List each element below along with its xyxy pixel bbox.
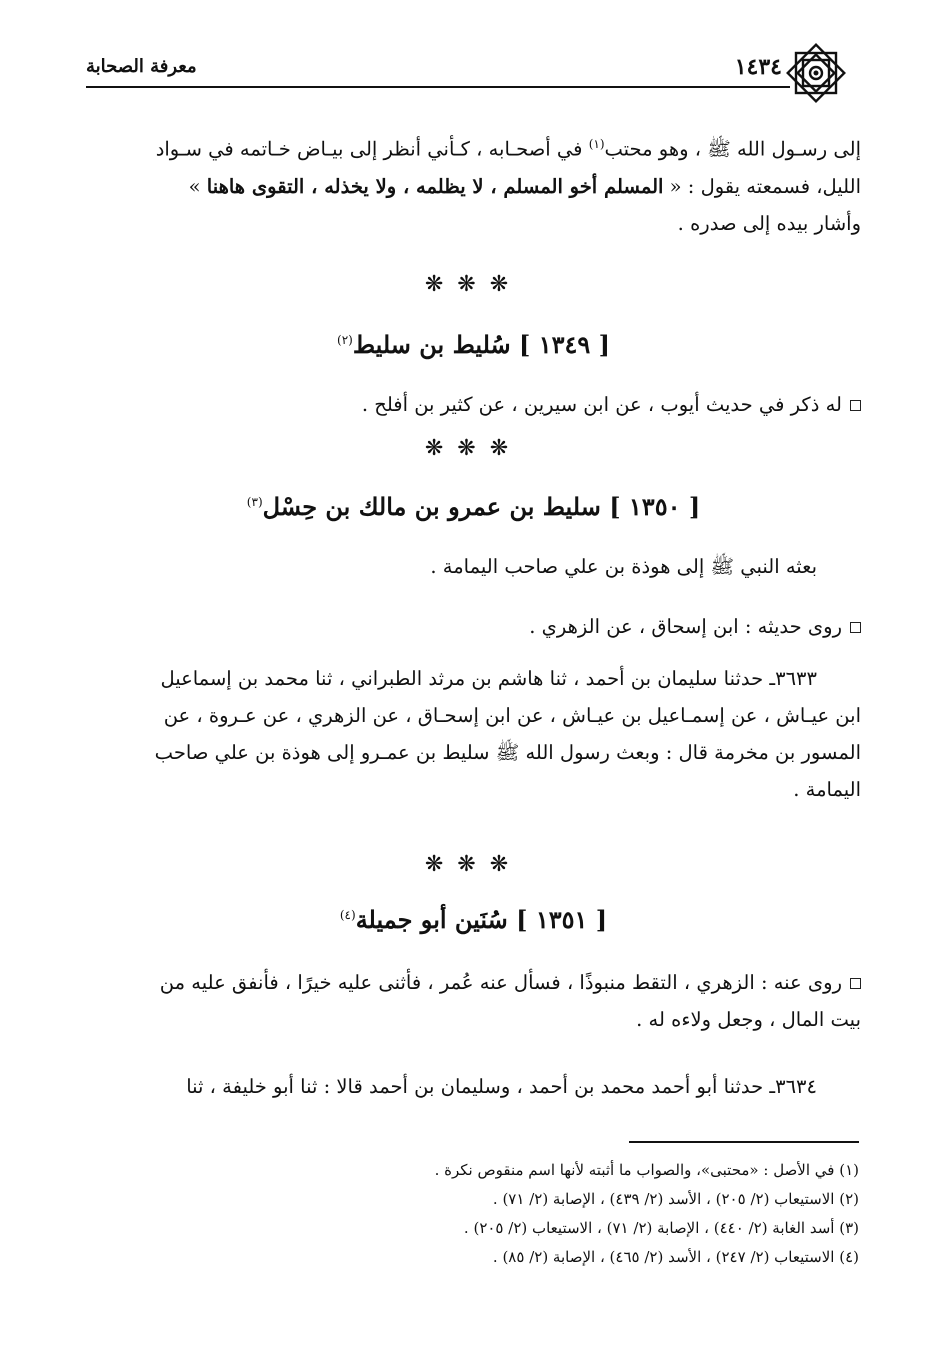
square-bullet-icon: [850, 622, 861, 633]
text-line: ٣٦٣٤ـ حدثنا أبو أحمد محمد بن أحمد ، وسليمان بن أحمد قالا : ثنا أبو خليفة ، ثنا: [186, 1075, 817, 1098]
running-title: معرفة الصحابة: [86, 56, 197, 77]
section-separator: ❋❋❋: [424, 272, 523, 297]
square-bullet-icon: [850, 400, 861, 411]
footnote-1: (١) في الأصل : «محتبى»، والصواب ما أثبته لأنها اسم منقوص نكرة .: [434, 1161, 859, 1179]
text-line: وأشار بيده إلى صدره .: [677, 211, 861, 235]
page-number: ١٤٣٤: [734, 54, 782, 80]
entry-heading-1349: [ ١٣٤٩ ] سُليط بن سليط$^{(٢)}$: [337, 330, 610, 359]
text-line: بيت المال ، وجعل ولاءه له .: [636, 1008, 861, 1031]
text-line: ابن عيـاش ، عن إسمـاعيل بن عيـاش ، عن ابن إسحـاق ، عن الزهري ، عن عـروة ، عن: [163, 704, 861, 727]
entry-heading-1350: [ ١٣٥٠ ] سليط بن عمرو بن مالك بن حِسْل$^{(٣)}$: [246, 492, 701, 521]
entry-narration-1350: روى حديثه : ابن إسحاق ، عن الزهري .: [88, 608, 861, 645]
text-line: ٣٦٣٣ـ حدثنا سليمان بن أحمد ، ثنا هاشم بن مرثد الطبراني ، ثنا محمد بن إسماعيل: [160, 667, 817, 690]
entry-heading-1351: [ ١٣٥١ ] سُنَين أبو جميلة$^{(٤)}$: [339, 905, 608, 934]
footnote-ref: (١): [588, 137, 605, 151]
text-line: إلى رسـول الله ﷺ ، وهو محتب$^{(١)}$ في أصحـابه ، كـأني أنظر إلى بيـاض خـاتمه في سـواد: [155, 137, 861, 161]
footnote-2: (٢) الاستيعاب (٢/ ٢٠٥) ، الأسد (٢/ ٤٣٩) ، الإصابة (٢/ ٧١) .: [492, 1190, 859, 1208]
text-line: المسور بن مخرمة قال : وبعث رسول الله ﷺ سليط بن عمـرو إلى هوذة بن علي صاحب: [154, 741, 861, 764]
text-line: الليل، فسمعته يقول : « المسلم أخو المسلم ، لا يظلمه ، ولا يخذله ، التقوى هاهنا »: [188, 174, 861, 198]
paragraph-3633: [88, 660, 861, 808]
footnote-ref: (٢): [337, 333, 353, 347]
footnote-divider: [629, 1141, 859, 1143]
paragraph-3634: [88, 1068, 861, 1105]
footnote-4: (٤) الاستيعاب (٢/ ٢٤٧) ، الأسد (٢/ ٤٦٥) ، الإصابة (٢/ ٨٥) .: [492, 1248, 859, 1266]
footnote-ref: (٤): [339, 908, 356, 922]
text-line: اليمامة .: [793, 778, 861, 801]
entry-text-1351: [88, 964, 861, 1038]
footnote-3: (٣) أسد الغابة (٢/ ٤٤٠) ، الإصابة (٢/ ٧١) ، الاستيعاب (٢/ ٢٠٥) .: [463, 1219, 859, 1237]
square-bullet-icon: [850, 978, 861, 989]
paragraph-hadith: [88, 126, 861, 242]
octagonal-star-ornament-icon: [783, 40, 849, 106]
entry-text-1350: بعثه النبي ﷺ إلى هوذة بن علي صاحب اليمامة .: [430, 555, 817, 578]
text-line: روى عنه : الزهري ، التقط منبوذًا ، فسأل عنه عُمر ، فأثنى عليه خيرًا ، فأنفق عليه من: [88, 964, 861, 1001]
footnote-ref: (٣): [246, 495, 263, 509]
section-separator: ❋❋❋: [424, 852, 523, 877]
section-separator: ❋❋❋: [424, 436, 523, 461]
entry-text-1349: له ذكر في حديث أيوب ، عن ابن سيرين ، عن كثير بن أفلح .: [88, 386, 861, 423]
quoted-hadith: المسلم أخو المسلم ، لا يظلمه ، ولا يخذله ، التقوى هاهنا: [206, 174, 664, 198]
running-header: [86, 52, 790, 88]
footnotes: [88, 1156, 859, 1272]
